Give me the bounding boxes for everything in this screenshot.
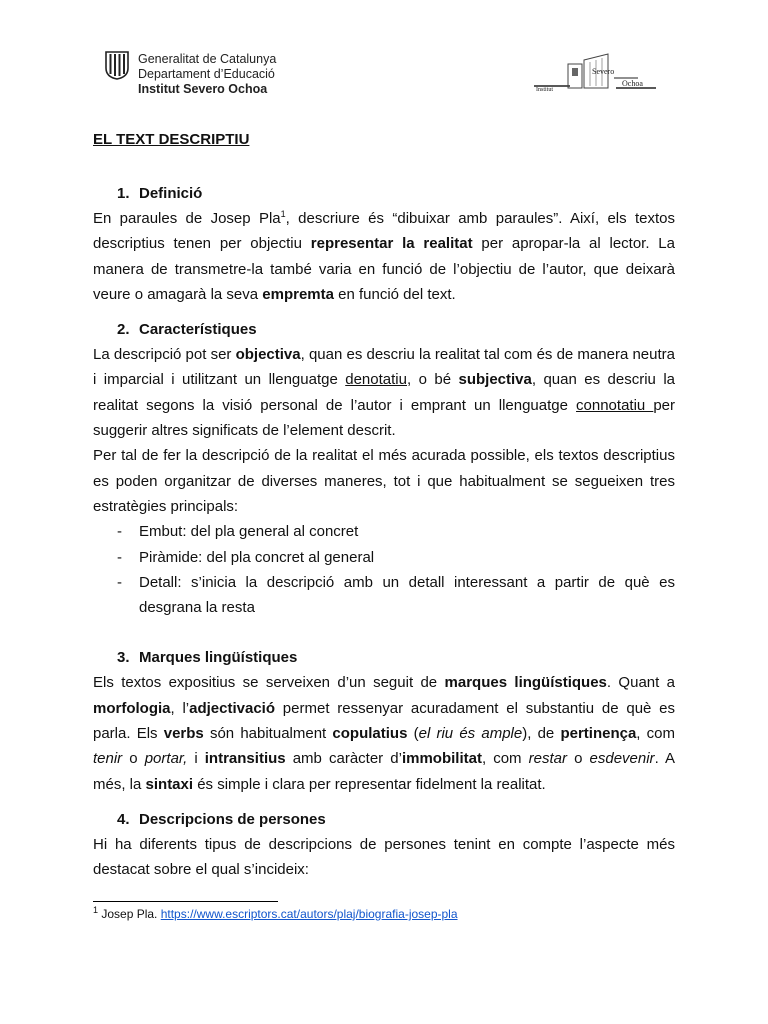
bold-term: verbs [163, 725, 204, 743]
bold-term: sintaxi [145, 775, 194, 793]
list-item-text: Embut: del pla general al concret [139, 523, 359, 541]
section-number: 2. [117, 321, 130, 339]
text-run: permet ressenyar acuradament el substantiu de què es parla. Els [93, 699, 676, 743]
list-bullet: - [117, 523, 122, 541]
document-title: EL TEXT DESCRIPTIU [93, 131, 250, 148]
text-run: o [566, 750, 590, 768]
org-line-2: Departament d’Educació [138, 67, 275, 81]
italic-example: el riu és ample [418, 725, 523, 743]
section-title: Descripcions de persones [139, 810, 326, 828]
text-run: o [122, 750, 145, 768]
bold-term: intransitius [204, 750, 286, 768]
text-run: , com [481, 750, 529, 768]
section-number: 4. [117, 810, 130, 828]
text-run: , o bé [406, 371, 459, 389]
section-heading-4 [93, 808, 675, 832]
person-descriptions-paragraph: Hi ha diferents tipus de descripcions de persones tenint en compte l’aspecte més destacat sobre el qual s’incideix: [93, 835, 675, 879]
bold-term: subjectiva [458, 371, 532, 389]
underlined-term: denotatiu [345, 371, 407, 389]
section-heading-3 [93, 646, 675, 670]
footnote-text: Josep Pla. [98, 907, 161, 921]
section-title: Definició [139, 185, 203, 202]
list-bullet: - [117, 573, 122, 591]
section-heading-2 [93, 318, 675, 342]
text-run: Els textos expositius se serveixen d’un seguit de [93, 674, 445, 692]
org-line-1: Generalitat de Catalunya [138, 52, 277, 66]
section-title: Marques lingüístiques [139, 649, 298, 667]
footnote-mark: 1 [93, 905, 99, 915]
characteristics-paragraph [93, 342, 675, 443]
text-run: . A més, la [93, 750, 675, 793]
text-run: ), de [522, 725, 561, 743]
logo-word-severo: Severo [592, 67, 615, 76]
strategies-list [93, 519, 675, 620]
underlined-term: connotatiu [576, 396, 654, 414]
bold-term: copulatius [332, 725, 408, 743]
text-run: , descriure és “dibuixar amb paraules”. Així, els textos descriptius tenen per objectiu [93, 210, 675, 253]
bold-term: adjectivació [189, 699, 276, 717]
list-item [93, 570, 675, 621]
italic-example: esdevenir [589, 750, 655, 768]
text-run: per suggerir altres significats de l’element descrit. [93, 396, 675, 440]
bold-term: morfologia [93, 699, 171, 717]
bold-term: objectiva [235, 346, 301, 364]
text-run: , l’ [170, 699, 190, 717]
bold-term: pertinença [560, 725, 637, 743]
italic-example: portar, [144, 750, 188, 768]
bold-term: immobilitat [401, 750, 482, 768]
list-item-text: Detall: s’inicia la descripció amb un detall interessant a partir de què es desgrana la resta [139, 573, 675, 617]
text-run: ( [407, 725, 419, 743]
text-run: en funció del text. [333, 285, 456, 303]
footnote-link[interactable]: https://www.escriptors.cat/autors/plaj/biografia-josep-pla [160, 907, 458, 921]
footnote [93, 906, 458, 922]
text-run: , com [636, 725, 675, 743]
severo-ochoa-logo [530, 48, 660, 98]
text-run: per apropar-la al lector. La manera de transmetre-la també varia en funció de l’objectiu de l’autor, que deixarà veure o amagarà la seva [93, 235, 675, 303]
list-item [93, 545, 675, 570]
bold-term: representar la realitat [310, 235, 473, 253]
section-heading-1 [93, 182, 675, 206]
logo-word-ochoa: Ochoa [622, 79, 643, 88]
list-bullet: - [117, 548, 122, 566]
org-line-3: Institut Severo Ochoa [138, 82, 268, 96]
document-body [93, 128, 675, 883]
italic-example: tenir [93, 750, 123, 768]
linguistic-marks-paragraph [93, 670, 675, 796]
list-item-text: Piràmide: del pla concret al general [139, 548, 375, 566]
bold-term: empremta [262, 285, 334, 303]
text-run: La descripció pot ser [93, 346, 236, 364]
text-run: . Quant a [606, 674, 675, 692]
italic-example: restar [528, 750, 567, 768]
text-run: i [187, 750, 205, 768]
strategies-paragraph: Per tal de fer la descripció de la realitat el més acurada possible, els textos descriptius es poden organitzar de diverses maneres, tot i que habitualment se segueixen tres estratègies principals: [93, 447, 675, 515]
footnote-reference[interactable]: 1 [280, 209, 286, 219]
text-run: és simple i clara per representar fidelment la realitat. [193, 775, 546, 793]
section-title: Característiques [139, 321, 257, 339]
institution-header [138, 52, 276, 97]
text-run: En paraules de Josep Pla [93, 210, 281, 227]
text-run: amb caràcter d’ [285, 750, 402, 768]
section-number: 1. [117, 185, 130, 202]
logo-word-institut: Institut [536, 87, 554, 93]
definition-paragraph [93, 206, 675, 307]
text-run: , quan es descriu la realitat segons la visió personal de l’autor i emprant un llenguatge [93, 371, 676, 414]
generalitat-logo-icon [104, 50, 130, 80]
text-run: , quan es descriu la realitat tal com és de manera neutra i imparcial i utilitzant un llenguatge [93, 346, 675, 389]
text-run: són habitualment [203, 725, 333, 743]
list-item [93, 519, 675, 544]
section-number: 3. [117, 649, 130, 667]
footnote-separator [93, 901, 278, 902]
bold-term: marques lingüístiques [444, 674, 607, 692]
